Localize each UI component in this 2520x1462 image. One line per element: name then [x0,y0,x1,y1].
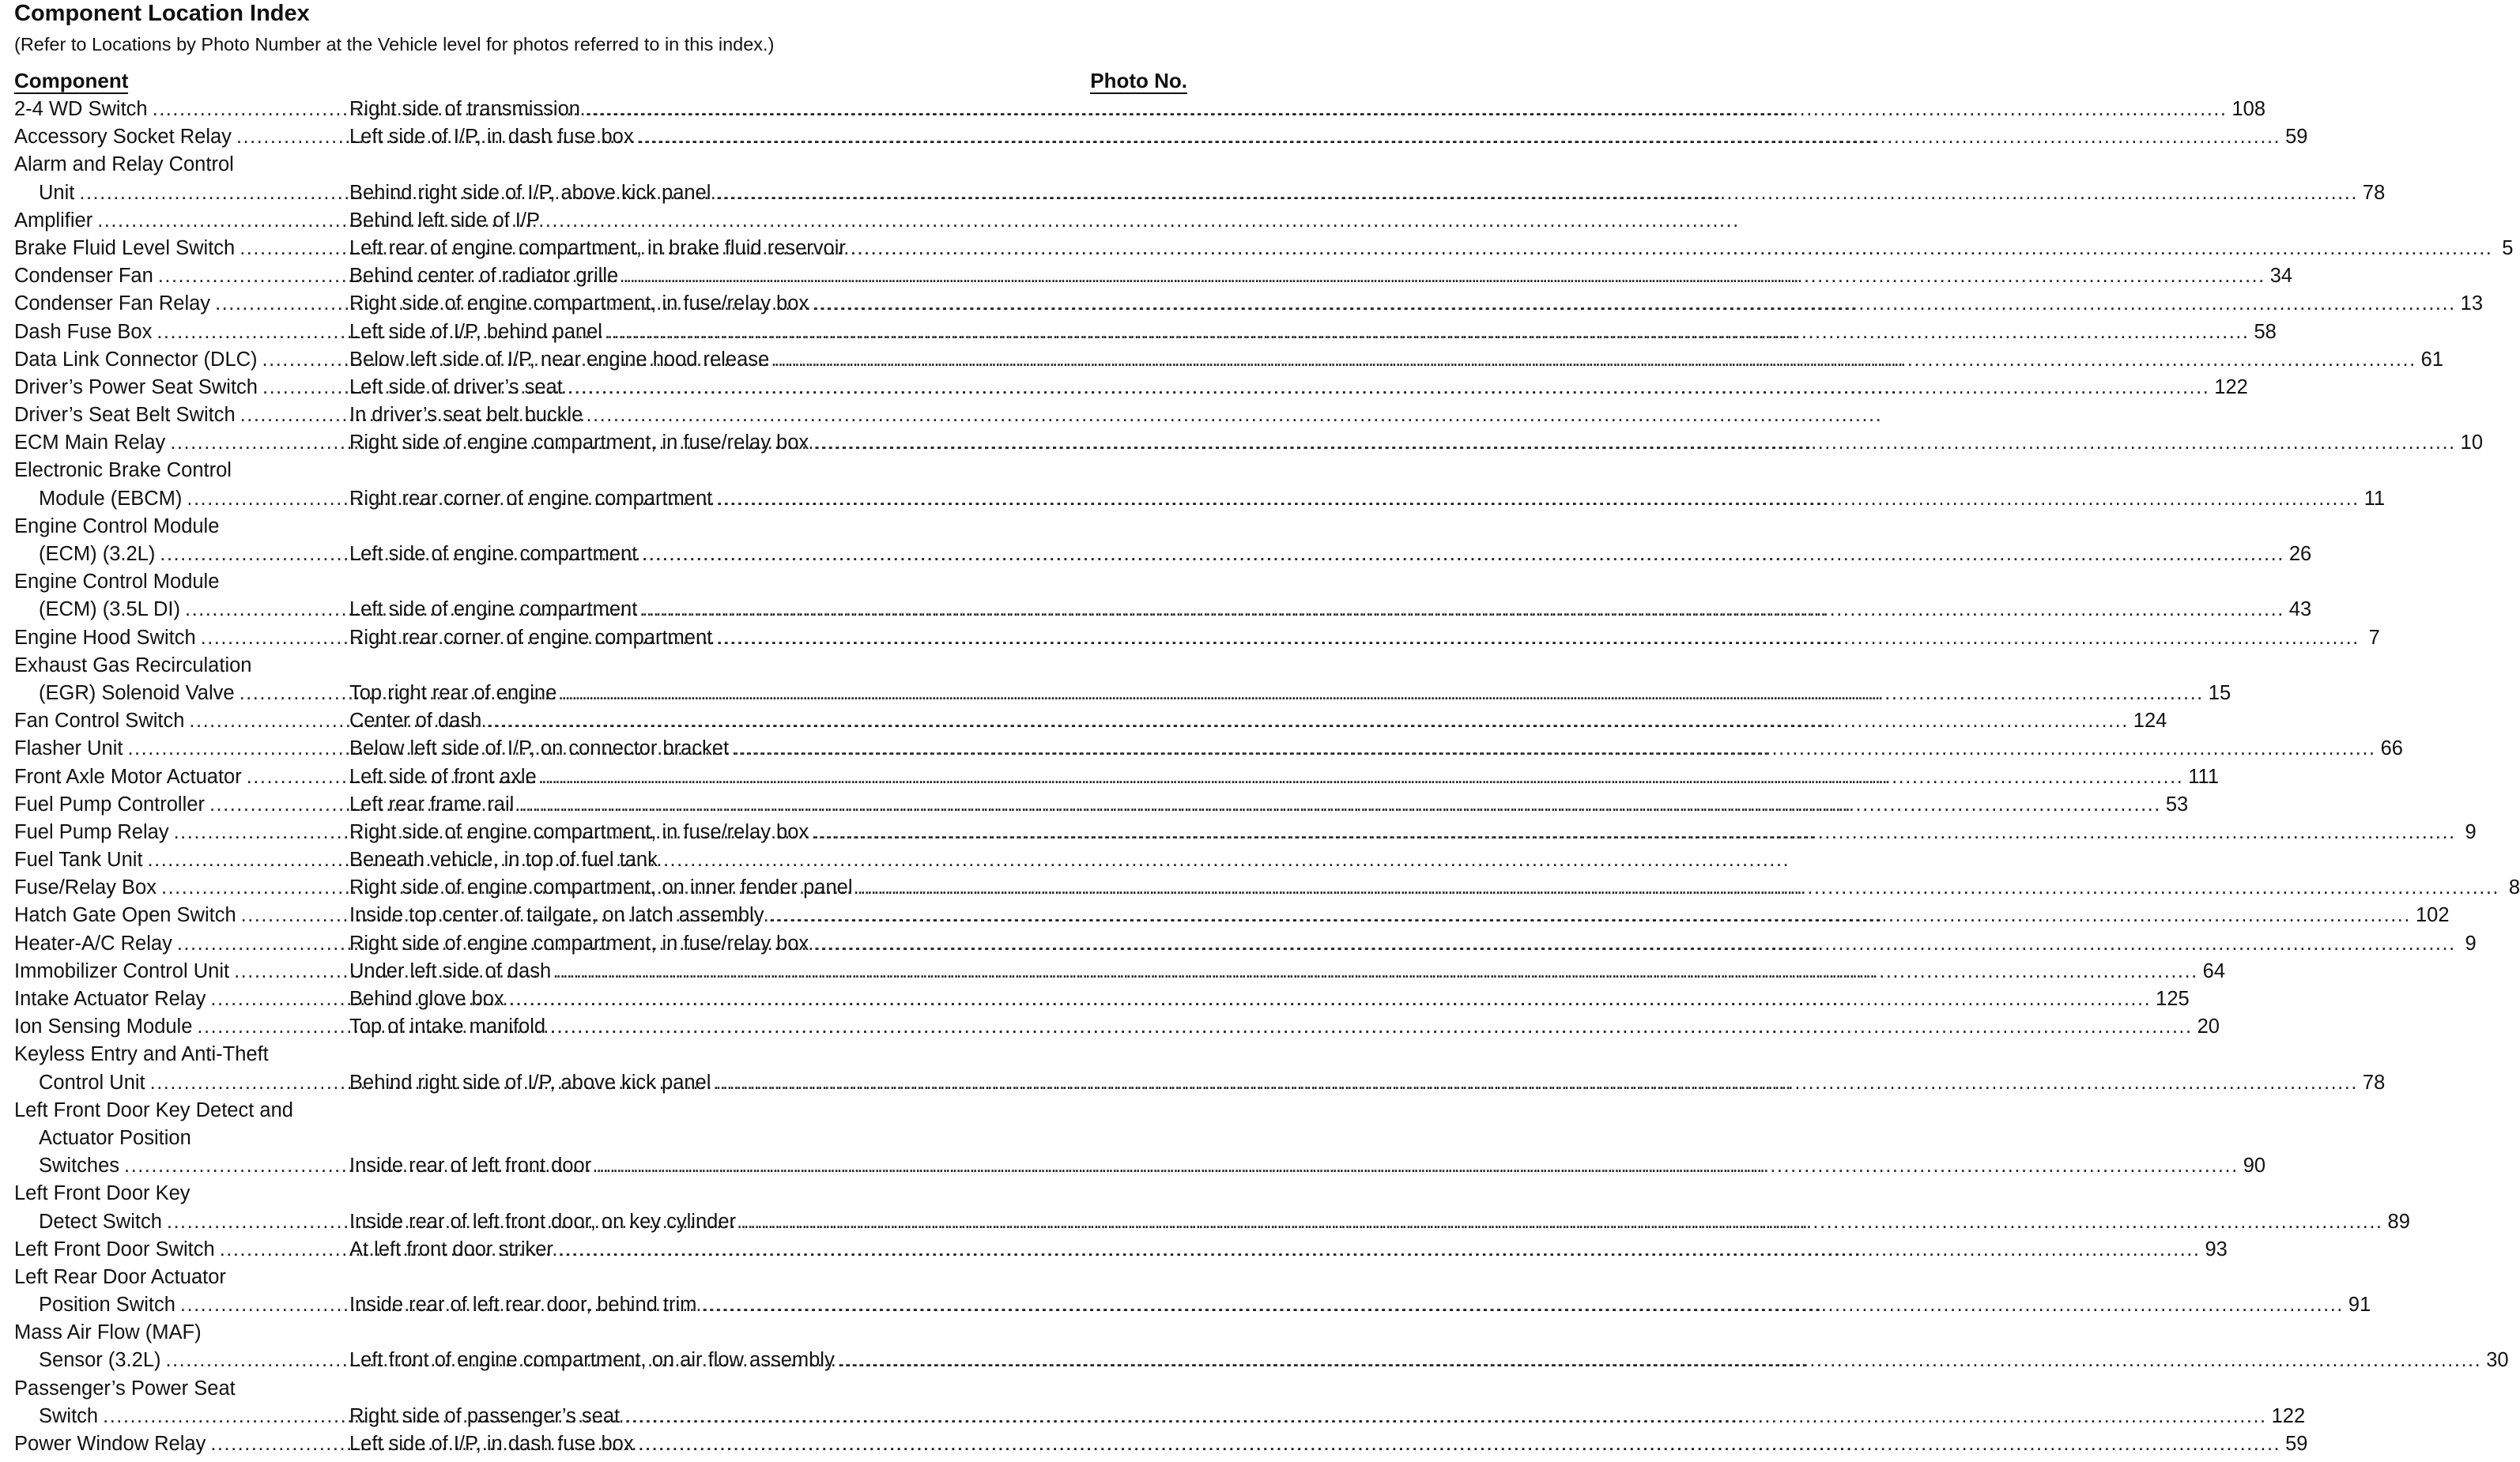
index-entry-row [14,624,2380,652]
photo-number: 108 [2231,98,2266,120]
index-entry-row [14,874,2520,902]
component-name: Passenger’s Power Seat [14,1377,236,1400]
index-entry-row [14,902,2450,929]
location-text: Behind left side of I/P [349,209,540,232]
photo-number: 13 [2460,292,2484,315]
component-cell [14,457,340,484]
component-cell [14,318,340,346]
component-name: Switch [39,1404,99,1427]
index-entry-row [14,262,2293,290]
index-entry-row [14,596,2312,624]
dot-leader [545,1013,2197,1041]
photo-number: 124 [2133,710,2167,733]
location-text: Right side of engine compartment, in fuse/relay box [349,820,809,843]
photo-number: 8 [2508,876,2520,899]
index-entry-row [14,123,2308,151]
component-cell [14,1152,340,1180]
index-entry-row [14,680,2231,707]
location-text: Right rear corner of engine compartment [349,487,713,510]
index-entry-row [14,1069,2386,1097]
photo-number: 91 [2348,1294,2371,1317]
component-cell [14,652,340,680]
component-cell [14,1291,340,1319]
location-text: In driver’s seat belt buckle [349,404,583,427]
component-cell [14,1403,340,1430]
component-cell [14,179,340,207]
dot-leader [551,958,2203,985]
index-entry-row-continued [14,513,1187,541]
location-text: Behind right side of I/P, above kick panel [349,1071,711,1094]
component-name: Actuator Position [39,1126,191,1149]
dot-leader [620,1403,2272,1430]
location-cell [349,541,2289,568]
component-cell [14,485,340,513]
component-cell [14,429,340,457]
photo-number: 61 [2420,348,2444,371]
photo-number: 5 [2502,236,2514,259]
location-cell [349,1291,2348,1319]
photo-number: 53 [2165,793,2189,816]
photo-number: 59 [2285,126,2308,149]
photo-number: 122 [2271,1404,2306,1427]
component-cell [14,680,340,707]
component-cell [14,262,340,290]
dot-leader [634,123,2286,151]
location-text: Right side of engine compartment, in fuse/relay box [349,431,809,454]
component-name: Intake Actuator Relay [14,988,206,1010]
component-name: Left Front Door Switch [14,1238,215,1260]
index-entry-row [14,707,2167,735]
photo-number: 43 [2288,598,2312,621]
component-cell [14,791,340,819]
component-cell [14,1236,340,1264]
component-name: 2-4 WD Switch [14,98,148,120]
location-text: Top of intake manifold [349,1015,546,1038]
component-name: Brake Fluid Level Switch [14,236,236,259]
index-entry-row-continued [14,1125,1187,1152]
column-header-row [14,69,1187,94]
location-cell [349,763,2188,791]
dot-leader [637,596,2289,624]
photo-number: 111 [2188,765,2220,788]
photo-number: 90 [2243,1155,2266,1178]
dot-leader [504,985,2156,1013]
location-text: Below left side of I/P, on connector bracket [349,737,730,760]
photo-number: 93 [2205,1238,2228,1260]
location-text: Right side of passenger’s seat [349,1404,621,1427]
location-cell [349,290,2461,318]
component-cell [14,819,340,846]
index-entry-row [14,958,2226,985]
location-cell [349,819,2461,846]
dot-leader [618,262,2270,290]
index-entry-row [14,791,2189,819]
component-name: Fuel Pump Controller [14,793,205,816]
location-cell [349,123,2285,151]
component-name: Hatch Gate Open Switch [14,904,236,927]
component-cell [14,596,340,624]
location-text: Right rear corner of engine compartment [349,626,713,649]
component-cell [14,1013,340,1041]
photo-number: 10 [2460,431,2484,454]
location-cell [349,707,2133,735]
dot-leader [852,874,2504,902]
component-name: Fan Control Switch [14,710,185,733]
index-entry-row [14,290,2484,318]
index-entry-row-continued [14,568,1187,596]
location-cell [349,1403,2272,1430]
location-text: Left side of I/P, in dash fuse box [349,126,634,149]
component-name: Driver’s Power Seat Switch [14,375,258,398]
dot-leader [711,179,2363,207]
location-cell [349,1236,2205,1264]
component-name: Data Link Connector (DLC) [14,348,258,371]
dot-leader [553,1236,2205,1264]
photo-number: 102 [2415,904,2450,927]
photo-number: 34 [2269,265,2293,288]
photo-number: 58 [2254,320,2277,343]
index-entry-row [14,1430,2308,1458]
location-cell [349,791,2166,819]
component-name: Fuse/Relay Box [14,876,157,899]
photo-number: 9 [2465,932,2477,955]
dot-leader [602,318,2254,346]
component-cell [14,874,340,902]
component-name: (EGR) Solenoid Valve [39,681,235,704]
component-cell [14,1375,340,1403]
location-cell [349,262,2270,290]
photo-number: 89 [2387,1210,2410,1233]
location-text: Under left side of dash [349,959,552,982]
location-text: Right side of engine compartment, on inner fender panel [349,876,853,899]
location-text: Right side of engine compartment, in fuse/relay box [349,932,809,955]
component-cell [14,958,340,985]
component-cell [14,1125,340,1152]
index-entry-row [14,763,2220,791]
component-name: Exhaust Gas Recirculation [14,654,252,676]
component-cell [14,346,340,374]
index-entry-row [14,485,2386,513]
location-text: Left side of driver’s seat [349,375,563,398]
location-cell [349,485,2364,513]
component-name: Front Axle Motor Actuator [14,765,242,788]
component-name: Module (EBCM) [39,487,183,510]
component-cell [14,1264,340,1291]
location-text: Left side of I/P, behind panel [349,320,602,343]
dot-leader [809,930,2461,958]
dot-leader [711,1069,2363,1097]
component-name: Driver’s Seat Belt Switch [14,404,236,427]
location-cell [349,401,1171,429]
location-text: Inside rear of left front door, on key cylinder [349,1210,737,1233]
component-cell [14,568,340,596]
location-text: Behind glove box [349,988,504,1010]
index-entry-row [14,429,2484,457]
component-cell [14,707,340,735]
photo-number: 78 [2362,1071,2386,1094]
photo-number: 59 [2285,1433,2308,1455]
location-text: Center of dash [349,710,482,733]
location-text: Inside rear of left rear door, behind trim [349,1294,697,1317]
component-cell [14,541,340,568]
component-name: Heater-A/C Relay [14,932,172,955]
component-cell [14,374,340,401]
page-title: Component Location Index [14,1,310,26]
component-cell [14,235,340,262]
component-cell [14,151,340,179]
index-entry-row-continued [14,1180,1187,1208]
component-name: Amplifier [14,209,93,232]
location-cell [349,902,2416,929]
dot-leader [481,707,2133,735]
dot-leader [809,429,2461,457]
index-entry-row-continued [14,652,1187,680]
dot-leader [563,374,2215,401]
dot-leader [712,485,2364,513]
component-name: Electronic Brake Control [14,459,232,482]
component-name: Ion Sensing Module [14,1015,193,1038]
component-name: Fuel Tank Unit [14,849,143,872]
index-entry-row [14,930,2477,958]
dot-leader [764,902,2416,929]
component-name: (ECM) (3.5L DI) [39,598,180,621]
index-entry-row [14,846,1187,874]
photo-number: 78 [2362,181,2386,204]
location-text: Beneath vehicle, in top of fuel tank [349,849,658,872]
index-entry-row [14,401,1187,429]
index-entry-row-continued [14,1319,1187,1347]
component-index-list [14,96,2520,1458]
index-entry-row [14,374,2248,401]
index-entry-row [14,235,2514,262]
location-cell [349,596,2289,624]
index-entry-row [14,96,2266,123]
photo-number: 122 [2214,375,2248,398]
location-cell [349,1430,2285,1458]
component-cell [14,930,340,958]
index-entry-row [14,735,2403,763]
dot-leader [591,1152,2243,1180]
location-cell [349,874,2504,902]
photo-number: 9 [2465,820,2477,843]
location-text: Left side of front axle [349,765,537,788]
component-name: Alarm and Relay Control [14,153,234,176]
index-entry-row [14,1013,2220,1041]
component-cell [14,1208,340,1236]
column-header-photo: Photo No. [1090,69,1187,92]
index-entry-row [14,1236,2228,1264]
index-entry-row-continued [14,1375,1187,1403]
dot-leader [556,680,2209,707]
page-subtitle: (Refer to Locations by Photo Number at the Vehicle level for photos referred to in this index.) [14,34,775,55]
component-cell [14,624,340,652]
index-entry-row [14,1208,2410,1236]
dot-leader [736,1208,2388,1236]
dot-leader [809,290,2461,318]
location-text: Left front of engine compartment, on air flow assembly [349,1349,835,1372]
location-cell [349,958,2203,985]
photo-number: 125 [2156,988,2190,1010]
component-cell [14,513,340,541]
index-entry-row [14,541,2312,568]
component-cell [14,1347,340,1374]
location-text: Inside rear of left front door [349,1155,592,1178]
component-name: Immobilizer Control Unit [14,959,230,982]
location-cell [349,985,2156,1013]
index-entry-row-continued [14,457,1187,484]
location-cell [349,1069,2363,1097]
location-cell [349,1013,2197,1041]
location-text: Left side of engine compartment [349,543,638,565]
index-entry-row-continued [14,1264,1187,1291]
component-name: Power Window Relay [14,1433,206,1455]
index-entry-row [14,1403,2306,1430]
location-cell [349,1152,2243,1180]
component-cell [14,96,340,123]
location-text: Inside top center of tailgate, on latch assembly [349,904,764,927]
photo-number: 64 [2202,959,2226,982]
component-name: Engine Control Module [14,571,220,593]
component-cell [14,1041,340,1068]
dot-leader [696,1291,2348,1319]
component-cell [14,1430,340,1458]
dot-leader [729,735,2381,763]
component-name: Control Unit [39,1071,145,1094]
component-cell [14,902,340,929]
location-cell [349,179,2363,207]
column-header-component: Component [14,69,129,92]
component-name: Mass Air Flow (MAF) [14,1321,202,1344]
location-cell [349,235,2497,262]
component-name: Unit [39,181,75,204]
component-name: Left Front Door Key [14,1182,191,1205]
component-name: Left Rear Door Actuator [14,1265,226,1288]
location-cell [349,1208,2388,1236]
component-name: Engine Control Module [14,514,220,537]
dot-leader [580,96,2232,123]
index-entry-row [14,318,2277,346]
component-cell [14,985,340,1013]
location-cell [349,318,2254,346]
location-text: Right side of engine compartment, in fuse/relay box [349,292,809,315]
component-cell [14,401,340,429]
component-name: Detect Switch [39,1210,162,1233]
component-name: Flasher Unit [14,737,123,760]
location-cell [349,207,1171,235]
location-cell [349,346,2421,374]
location-text: Behind right side of I/P, above kick panel [349,181,711,204]
component-name: Condenser Fan Relay [14,292,211,315]
component-name: Left Front Door Key Detect and [14,1098,293,1121]
component-name: Engine Hood Switch [14,626,196,649]
dot-leader [846,235,2498,262]
location-text: Below left side of I/P, near engine hood release [349,348,770,371]
component-cell [14,846,340,874]
location-cell [349,374,2214,401]
dot-leader [537,763,2189,791]
location-text: Top right rear of engine [349,681,557,704]
dot-leader [809,819,2461,846]
location-cell [349,624,2364,652]
component-cell [14,1180,340,1208]
location-cell [349,930,2461,958]
location-text: At left front door striker [349,1238,553,1260]
photo-number: 30 [2486,1349,2509,1372]
component-cell [14,207,340,235]
index-entry-row [14,819,2477,846]
dot-leader [835,1347,2487,1374]
location-cell [349,429,2461,457]
dot-leader [712,624,2364,652]
index-entry-row [14,985,2190,1013]
location-cell [349,1347,2486,1374]
location-cell [349,735,2381,763]
component-cell [14,1319,340,1347]
photo-number: 66 [2380,737,2403,760]
dot-leader [634,1430,2286,1458]
component-cell [14,735,340,763]
location-text: Left rear frame rail [349,793,515,816]
index-entry-row [14,1152,2266,1180]
location-cell [349,680,2209,707]
photo-number: 11 [2363,487,2386,510]
location-text: Left side of I/P, in dash fuse box [349,1433,634,1455]
photo-number: 15 [2208,681,2231,704]
component-cell [14,763,340,791]
component-name: (ECM) (3.2L) [39,543,156,565]
index-entry-row [14,179,2386,207]
dot-leader [514,791,2166,819]
index-entry-row [14,346,2444,374]
component-name: Fuel Pump Relay [14,820,169,843]
index-entry-row-continued [14,1041,1187,1068]
component-cell [14,290,340,318]
component-cell [14,1069,340,1097]
photo-number: 26 [2288,543,2312,565]
dot-leader [637,541,2289,568]
location-cell [349,96,2231,123]
index-entry-row [14,1347,2509,1374]
component-cell [14,1097,340,1125]
index-entry-row-continued [14,1097,1187,1125]
component-name: Dash Fuse Box [14,320,153,343]
location-text: Left rear of engine compartment, in brake fluid reservoir [349,236,846,259]
component-cell [14,123,340,151]
location-text: Behind center of radiator grille [349,265,619,288]
component-name: Switches [39,1155,120,1178]
index-entry-row [14,1291,2371,1319]
location-cell [349,846,1171,874]
dot-leader [769,346,2421,374]
photo-number: 7 [2368,626,2380,649]
component-name: Condenser Fan [14,265,153,288]
location-text: Left side of engine compartment [349,598,638,621]
component-name: Keyless Entry and Anti-Theft [14,1043,269,1066]
component-name: ECM Main Relay [14,431,166,454]
index-entry-row-continued [14,151,1187,179]
component-name: Sensor (3.2L) [39,1349,161,1372]
location-text: Right side of transmission [349,98,580,120]
component-name: Position Switch [39,1294,175,1317]
component-name: Accessory Socket Relay [14,126,232,149]
index-entry-row [14,207,1187,235]
photo-number: 20 [2197,1015,2220,1038]
